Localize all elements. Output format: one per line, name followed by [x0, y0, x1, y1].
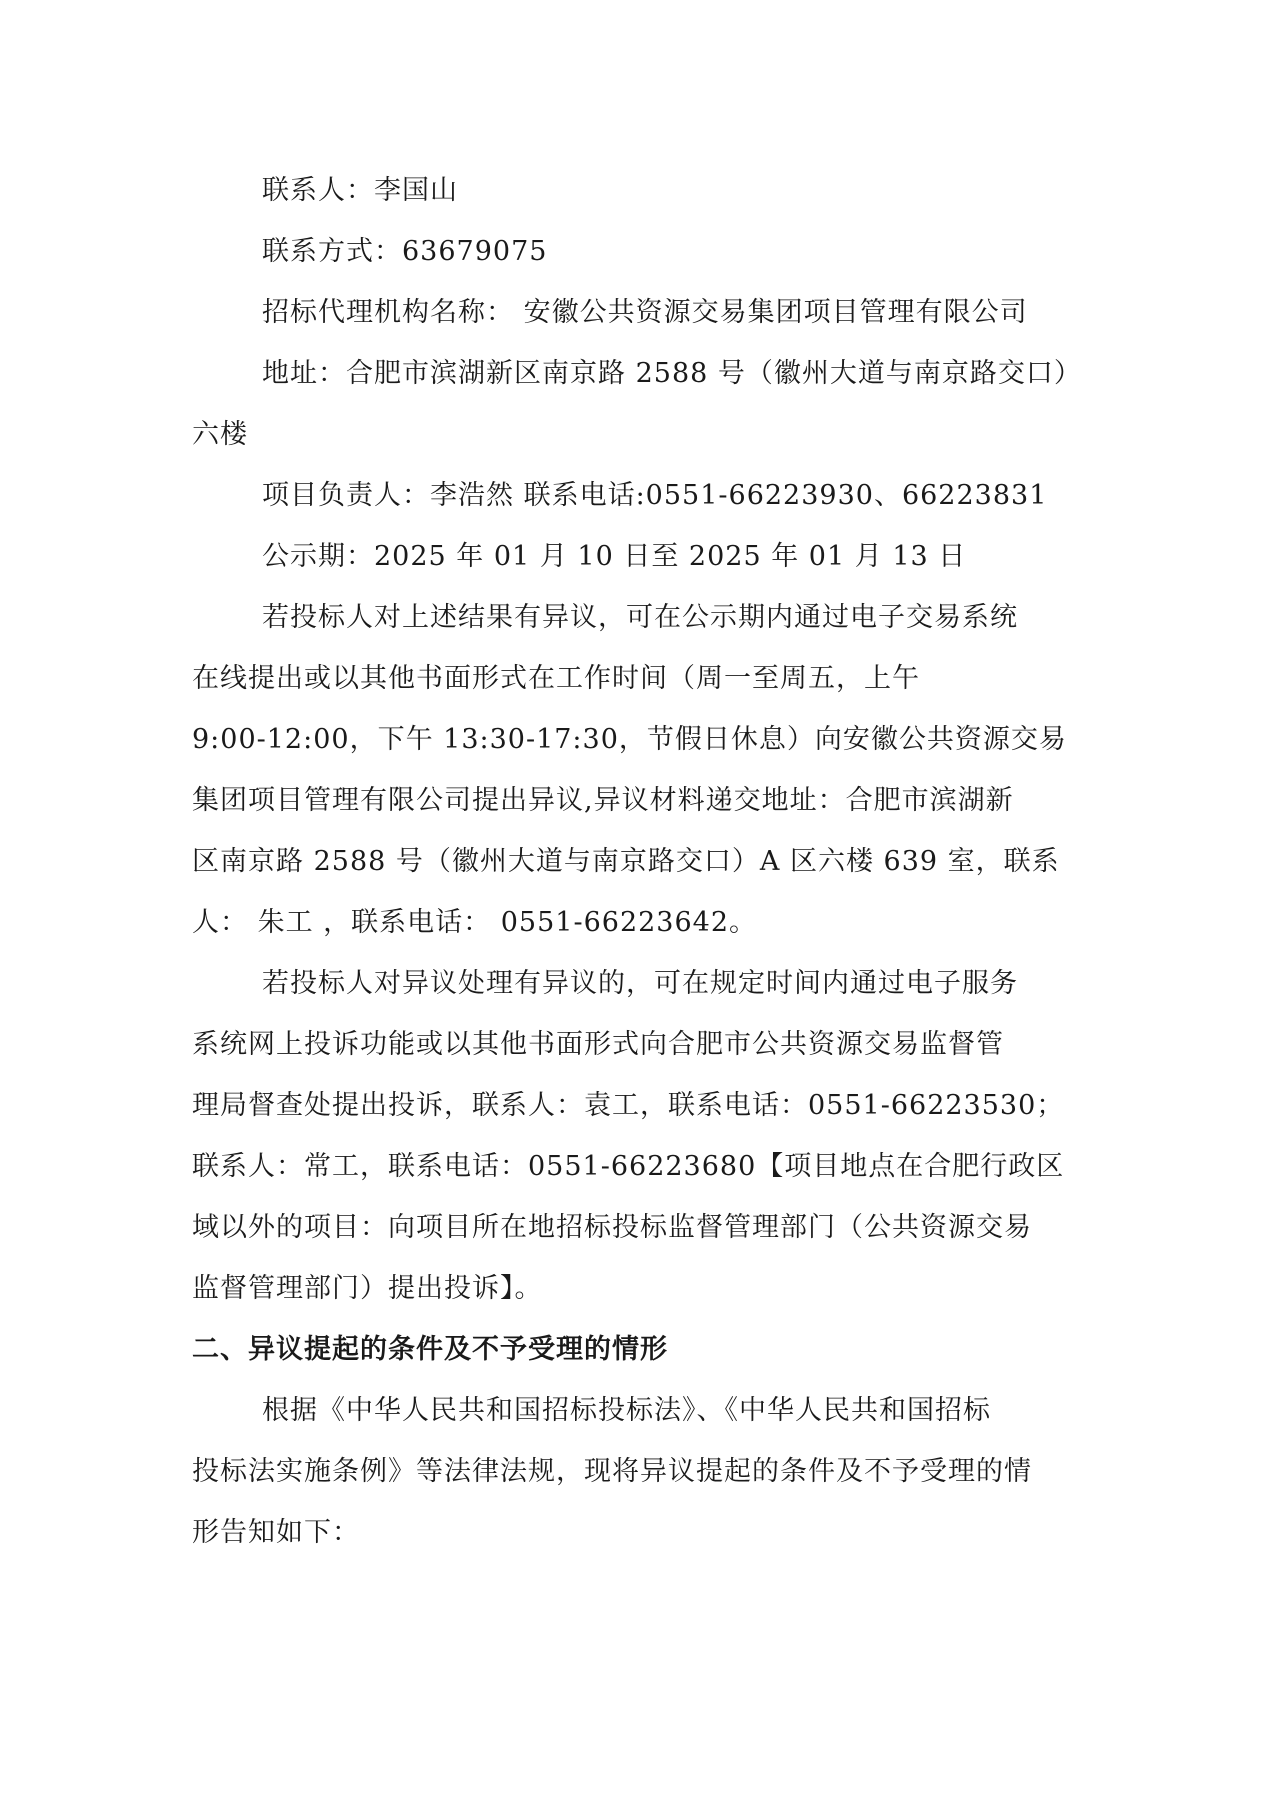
- text-line: 招标代理机构名称： 安徽公共资源交易集团项目管理有限公司: [262, 297, 1028, 328]
- text-line: 公示期：2025 年 01 月 10 日至 2025 年 01 月 13 日: [262, 541, 967, 572]
- text-line: 人： 朱工 ，联系电话： 0551-66223642。: [192, 907, 758, 938]
- text-line: 域以外的项目：向项目所在地招标投标监督管理部门（公共资源交易: [192, 1212, 1032, 1243]
- text-line: 若投标人对异议处理有异议的，可在规定时间内通过电子服务: [262, 968, 1018, 999]
- text-line: 六楼: [192, 419, 248, 450]
- text-line: 理局督查处提出投诉，联系人：袁工，联系电话：0551-66223530；: [192, 1090, 1065, 1121]
- text-line: 监督管理部门）提出投诉】。: [192, 1273, 543, 1304]
- text-line: 系统网上投诉功能或以其他书面形式向合肥市公共资源交易监督管: [192, 1029, 1004, 1060]
- text-line: 联系方式：63679075: [262, 236, 548, 267]
- text-line: 形告知如下：: [192, 1517, 360, 1548]
- text-line: 项目负责人：李浩然 联系电话:0551-66223930、66223831: [262, 480, 1048, 511]
- text-line: 在线提出或以其他书面形式在工作时间（周一至周五，上午: [192, 663, 920, 694]
- section-heading: 二、异议提起的条件及不予受理的情形: [192, 1334, 668, 1365]
- text-line: 区南京路 2588 号（徽州大道与南京路交口）A 区六楼 639 室，联系: [192, 846, 1060, 877]
- text-line: 若投标人对上述结果有异议，可在公示期内通过电子交易系统: [262, 602, 1018, 633]
- text-line: 联系人：李国山: [262, 175, 458, 206]
- text-line: 9:00-12:00，下午 13:30-17:30，节假日休息）向安徽公共资源交易: [192, 724, 1067, 755]
- text-line: 投标法实施条例》等法律法规，现将异议提起的条件及不予受理的情: [192, 1456, 1032, 1487]
- text-line: 集团项目管理有限公司提出异议,异议材料递交地址：合肥市滨湖新: [192, 785, 1014, 816]
- document-body: [192, 160, 1082, 1563]
- text-line: 联系人：常工，联系电话：0551-66223680【项目地点在合肥行政区: [192, 1151, 1065, 1182]
- text-line: 地址：合肥市滨湖新区南京路 2588 号（徽州大道与南京路交口）: [262, 358, 1082, 389]
- text-line: 根据《中华人民共和国招标投标法》、《中华人民共和国招标: [262, 1395, 991, 1426]
